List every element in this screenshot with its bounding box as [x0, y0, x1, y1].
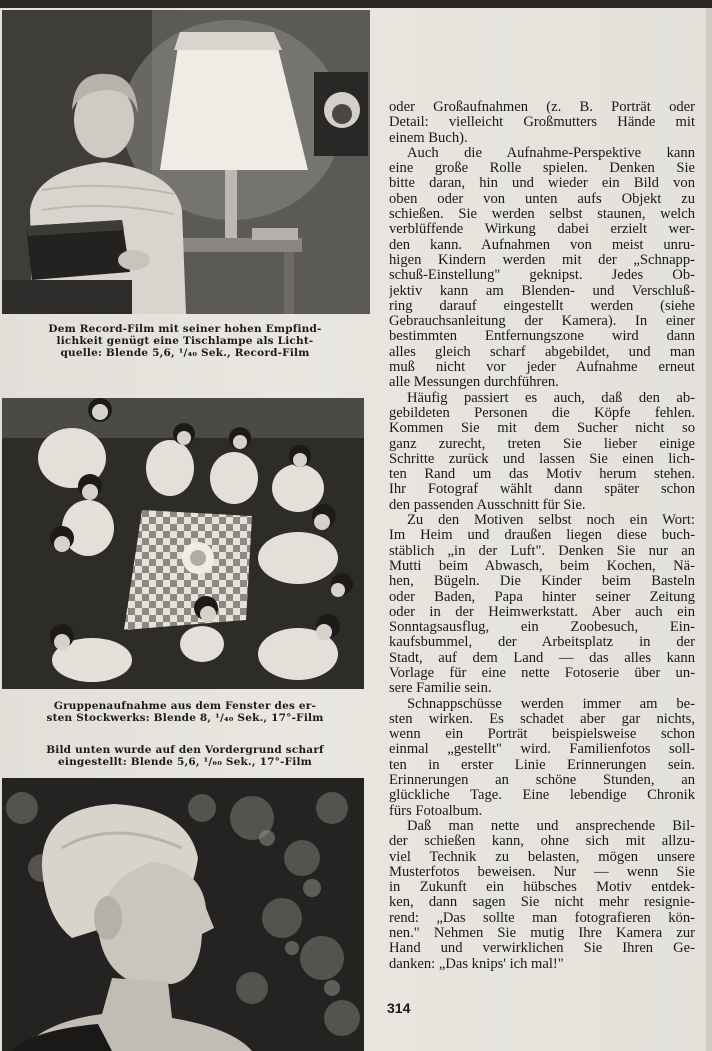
body-text-line: Schnappschüsse werden immer am be-	[407, 696, 695, 712]
body-text-line: ten in erster Linie Erinnerungen sein.	[389, 757, 695, 773]
body-text-line: einmal „gestellt" wird. Familienfotos soll-	[389, 742, 695, 758]
page-number: 314	[387, 1000, 411, 1016]
body-text-line: sten wirken. Es schadet aber gar nichts,	[389, 711, 695, 727]
caption-photo-2	[0, 700, 370, 724]
caption-line: eingestellt: Blende 5,6, ¹/₆₀ Sek., 17°-Film	[58, 756, 312, 768]
body-text-line: Mutti beim Abwasch, beim Kochen, Nä-	[389, 558, 695, 574]
body-text-line: der schießen kann, ohne sich mit allzu-	[389, 834, 695, 850]
body-text-line: ken, dann sagen Sie nicht mehr resignie-	[389, 895, 695, 911]
caption-line: sten Stockwerks: Blende 8, ¹/₄₀ Sek., 17°-Film	[46, 712, 324, 724]
body-text-line: gebildeten Personen die Köpfe fehlen.	[389, 405, 695, 421]
body-text-line: ten Rand um das Motiv herum stehen.	[389, 467, 695, 483]
body-text-line: Gebrauchsanleitung der Kamera). In einer	[389, 314, 695, 330]
body-text-line: stäblich „in der Luft". Denken Sie nur an	[389, 543, 695, 559]
body-text-line: oder Baden, Papa hinter seiner Zeitung	[389, 589, 695, 605]
photo-group-from-above	[2, 398, 364, 689]
body-text-line: sere Familie sein.	[389, 681, 492, 697]
body-text-line: Hand und verwirklichen Sie Ihren Ge-	[389, 941, 695, 957]
caption-photo-1	[0, 323, 370, 359]
body-text-line: muß nicht vor jeder Aufnahme erneut	[389, 360, 695, 376]
body-text-line: bestimmten Entfernungszone wird dann	[389, 329, 695, 345]
body-text-line: nen." Nehmen Sie mutig Ihre Kamera zur	[389, 926, 695, 942]
body-text-line: ganz zurecht, treten Sie lieber einige	[389, 436, 695, 452]
body-text-line: oben oder von unten aufs Objekt zu	[389, 191, 695, 207]
body-text-line: oder Großaufnahmen (z. B. Porträt oder	[389, 100, 695, 115]
article-body-text	[389, 100, 695, 972]
body-text-line: bitte daran, hin und wieder ein Bild von	[389, 176, 695, 192]
body-text-line: Zu den Motiven selbst noch ein Wort:	[407, 513, 695, 529]
body-text-line: fürs Fotoalbum.	[389, 803, 483, 819]
body-text-line: Daß man nette und ansprechende Bil-	[407, 818, 695, 834]
body-text-line: alle Messungen durchführen.	[389, 375, 559, 391]
caption-line: Gruppenaufnahme aus dem Fenster des er-	[53, 700, 317, 712]
caption-line: Dem Record-Film mit seiner hohen Empfind-	[48, 323, 322, 335]
body-text-line: Detail: vielleicht Großmutters Hände mit	[389, 115, 695, 131]
body-text-line: alles gleich scharf abgebildet, und man	[389, 344, 695, 360]
body-text-line: den passenden Ausschnitt für Sie.	[389, 497, 586, 513]
body-text-line: Schritte zurück und lassen Sie einen lich-	[389, 451, 695, 467]
body-text-line: higen Kindern werden mit der „Schnapp-	[389, 252, 695, 268]
caption-line: lichkeit genügt eine Tischlampe als Licht-	[56, 335, 314, 347]
body-text-line: schießen. Sie werden selbst staunen, welch	[389, 207, 695, 223]
page-top-edge	[0, 0, 712, 8]
body-text-line: kaufsbummel, der Arbeitsplatz in der	[389, 635, 695, 651]
photo-woman-profile-portrait	[2, 778, 364, 1051]
body-text-line: einem Buch).	[389, 130, 468, 146]
body-text-line: Erinnerungen an schöne Stunden, an	[389, 773, 695, 789]
page-right-edge	[706, 8, 712, 1051]
caption-photo-3	[0, 744, 370, 768]
body-text-line: oder in der Heimwerkstatt. Aber auch ein	[389, 604, 695, 620]
body-text-line: schuß-Einstellung" geknipst. Jedes Ob-	[389, 268, 695, 284]
body-text-line: Häufig passiert es auch, daß den ab-	[407, 390, 695, 406]
body-text-line: Vorlage für eine nette Fotoserie über un-	[389, 665, 695, 681]
body-text-line: den kann. Aufnahmen von meist unru-	[389, 237, 695, 253]
body-text-line: rend: „Das sollte man fotografieren kön-	[389, 910, 695, 926]
caption-line: Bild unten wurde auf den Vordergrund scharf	[46, 744, 324, 756]
body-text-line: viel Technik zu belasten, mögen unsere	[389, 849, 695, 865]
photo-woman-reading-by-lamp	[2, 10, 370, 314]
body-text-line: ring darauf eingestellt werden (siehe	[389, 298, 695, 314]
caption-line: quelle: Blende 5,6, ¹/₄₀ Sek., Record-Film	[60, 347, 310, 359]
body-text-line: Musterfotos beweisen. Nur — wenn Sie	[389, 864, 695, 880]
body-text-line: hen, Bügeln. Die Kinder beim Basteln	[389, 574, 695, 590]
body-text-line: Ihr Fotograf wählt dann später schon	[389, 482, 695, 498]
body-text-line: wenn ein Porträt beispielsweise schon	[389, 727, 695, 743]
body-text-line: Kommen Sie mit dem Sucher nicht so	[389, 421, 695, 437]
body-text-line: danken: „Das knips' ich mal!"	[389, 956, 564, 972]
body-text-line: Sonntagsausflug, ein Zoobesuch, Ein-	[389, 620, 695, 636]
body-text-line: in Zukunft ein hübsches Motiv entdek-	[389, 880, 695, 896]
body-text-line: jektiv kann am Blenden- und Verschluß-	[389, 283, 695, 299]
body-text-line: verblüffende Wirkung dabei erzielt wer-	[389, 222, 695, 238]
body-text-line: Im Heim und draußen liegen diese buch-	[389, 528, 695, 544]
body-text-line: Auch die Aufnahme-Perspektive kann	[407, 145, 695, 161]
body-text-line: Stadt, auf dem Land — das alles kann	[389, 650, 695, 666]
body-text-line: glückliche Tage. Eine lebendige Chronik	[389, 788, 695, 804]
body-text-line: eine große Rolle spielen. Denken Sie	[389, 161, 695, 177]
